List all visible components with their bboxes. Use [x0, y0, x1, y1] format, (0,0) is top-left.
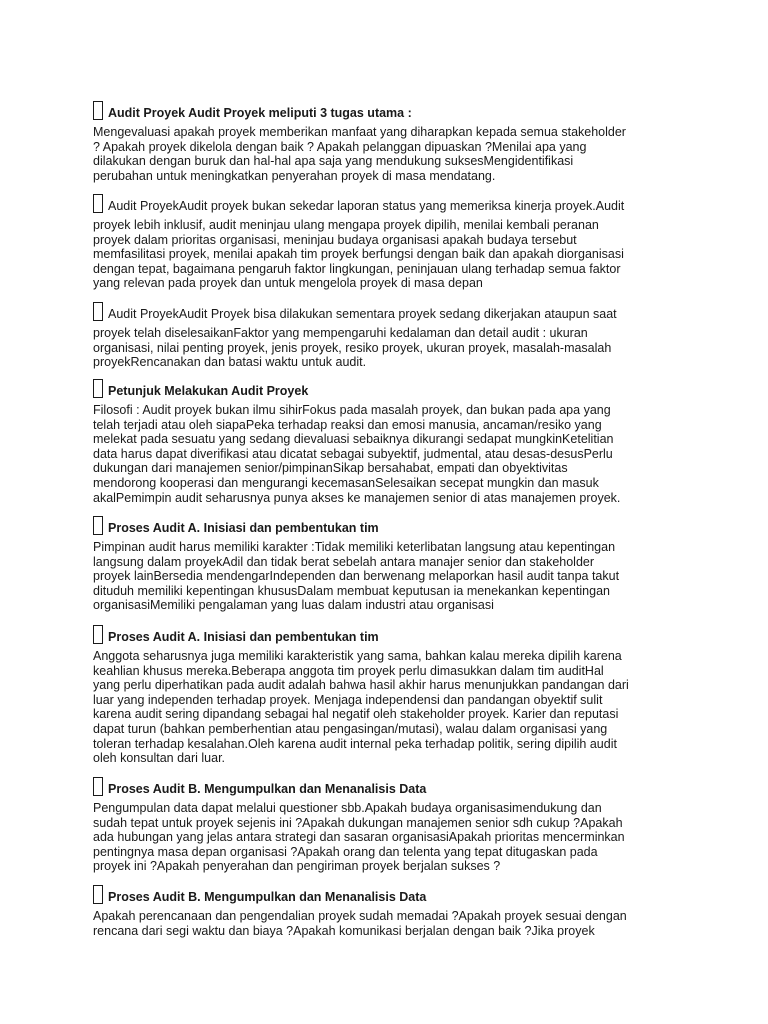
section-heading-text: Audit ProyekAudit Proyek bisa dilakukan sementara proyek sedang dikerjakan ataupun saat: [108, 307, 617, 321]
section-heading: [93, 521, 683, 538]
missing-glyph-box-icon: [93, 302, 103, 321]
section-heading: [93, 106, 683, 123]
section-5: [93, 521, 683, 613]
section-body: proyek lebih inklusif, audit meninjau ulang mengapa proyek dipilih, menilai kembali peranan proyek dalam prioritas organisasi, meninjau budaya organisasi apakah budaya tersebut memfasilitasi proyek, menilai apakah tim proyek berfungsi dengan baik dan apakah diorganisasi dengan tepat, bagaimana pengaruh faktor lingkungan, peninjauan ulang terhadap semua faktor yang relevan pada proyek dan untuk mengelola proyek di masa depan: [93, 218, 624, 291]
section-heading-text: Proses Audit A. Inisiasi dan pembentukan tim: [108, 630, 379, 644]
section-heading: [93, 199, 683, 216]
section-7: [93, 782, 683, 874]
section-body: Anggota seharusnya juga memiliki karakteristik yang sama, bahkan kalau mereka dipilih karena keahlian khusus mereka.Beberapa anggota tim proyek perlu dimasukkan dalam tim auditHal yang perlu diperhatikan pada audit adalah bahwa hasil akhir harus menunjukkan pandangan dari luar yang independen terhadap proyek. Menjaga independensi dan pandangan obyektif sulit karena audit sering dipandang sebagai hal negatif oleh stakeholder proyek. Karier dan reputasi dapat turun (bahkan pemberhentian atau pengasingan/mutasi), walau dalam organisasi yang toleran terhadap kesalahan.Oleh karena audit internal peka terhadap politik, sering dipilih audit oleh konsultan dari luar.: [93, 649, 629, 766]
missing-glyph-box-icon: [93, 101, 103, 120]
section-heading: [93, 307, 683, 324]
section-heading-text: Proses Audit A. Inisiasi dan pembentukan tim: [108, 521, 379, 535]
section-6: [93, 630, 683, 766]
section-body: Apakah perencanaan dan pengendalian proyek sudah memadai ?Apakah proyek sesuai dengan rencana dari segi waktu dan biaya ?Apakah komunikasi berjalan dengan baik ?Jika proyek: [93, 909, 627, 938]
section-heading: [93, 782, 683, 799]
section-heading: [93, 384, 683, 401]
section-heading: [93, 630, 683, 647]
section-1: [93, 106, 683, 183]
missing-glyph-box-icon: [93, 625, 103, 644]
section-body: Filosofi : Audit proyek bukan ilmu sihirFokus pada masalah proyek, dan bukan pada apa yang telah terjadi atau oleh siapaPeka terhadap reaksi dan emosi manusia, ancaman/resiko yang melekat pada sesuatu yang sedang dievaluasi sebaiknya dikurangi sedapat mungkinKetelitian data harus dapat diverifikasi atau dicatat sebagai subyektif, judmental, atau desas-desusPerlu dukungan dari manajemen senior/pimpinanSikap bersahabat, empati dan obyektivitas mendorong kooperasi dan mengurangi kecemasanSelesaikan secepat mungkin dan masuk akalPemimpin audit seharusnya punya akses ke manajemen senior di atas manajemen proyek.: [93, 403, 621, 505]
section-heading-text: Proses Audit B. Mengumpulkan dan Menanalisis Data: [108, 782, 427, 796]
section-body: Mengevaluasi apakah proyek memberikan manfaat yang diharapkan kepada semua stakeholder ? Apakah proyek dikelola dengan baik ? Apakah pelanggan dipuaskan ?Menilai apa yang dilakukan dengan buruk dan hal-hal apa saja yang mendukung suksesMengidentifikasi perubahan untuk meningkatkan penyerahan proyek di masa mendatang.: [93, 125, 626, 183]
section-body: proyek telah diselesaikanFaktor yang mempengaruhi kedalaman dan detail audit : ukuran organisasi, nilai penting proyek, jenis proyek, resiko proyek, ukuran proyek, masalah-masalah proyekRencanakan dan batasi waktu untuk audit.: [93, 326, 612, 370]
section-8: [93, 890, 683, 938]
missing-glyph-box-icon: [93, 777, 103, 796]
missing-glyph-box-icon: [93, 516, 103, 535]
section-2: [93, 199, 683, 291]
missing-glyph-box-icon: [93, 194, 103, 213]
section-body: Pengumpulan data dapat melalui questioner sbb.Apakah budaya organisasimendukung dan sudah tepat untuk proyek sejenis ini ?Apakah dukungan manajemen senior sdh cukup ?Apakah ada hubungan yang jelas antara strategi dan sasaran organisasiApakah prioritas mencerminkan pentingnya masa depan organisasi ?Apakah orang dan telenta yang tepat ditugaskan pada proyek ini ?Apakah penyerahan dan pengiriman proyek berjalan sukses ?: [93, 801, 625, 874]
section-heading-text: Audit Proyek Audit Proyek meliputi 3 tugas utama :: [108, 106, 412, 120]
section-3: [93, 307, 683, 370]
section-heading: [93, 890, 683, 907]
missing-glyph-box-icon: [93, 379, 103, 398]
section-heading-text: Audit ProyekAudit proyek bukan sekedar laporan status yang memeriksa kinerja proyek.Audit: [108, 199, 625, 213]
section-4: [93, 384, 683, 505]
missing-glyph-box-icon: [93, 885, 103, 904]
section-heading-text: Proses Audit B. Mengumpulkan dan Menanalisis Data: [108, 890, 427, 904]
section-heading-text: Petunjuk Melakukan Audit Proyek: [108, 384, 309, 398]
section-body: Pimpinan audit harus memiliki karakter :Tidak memiliki keterlibatan langsung atau kepentingan langsung dalam proyekAdil dan tidak berat sebelah antara manajer senior dan stakeholder proyek lainBersedia mendengarIndependen dan berwenang melaporkan hasil audit tanpa takut dituduh memiliki kepentingan khususDalam membuat keputusan ia menekankan kepentingan organisasiMemiliki pengalaman yang luas dalam industri atau organisasi: [93, 540, 620, 613]
